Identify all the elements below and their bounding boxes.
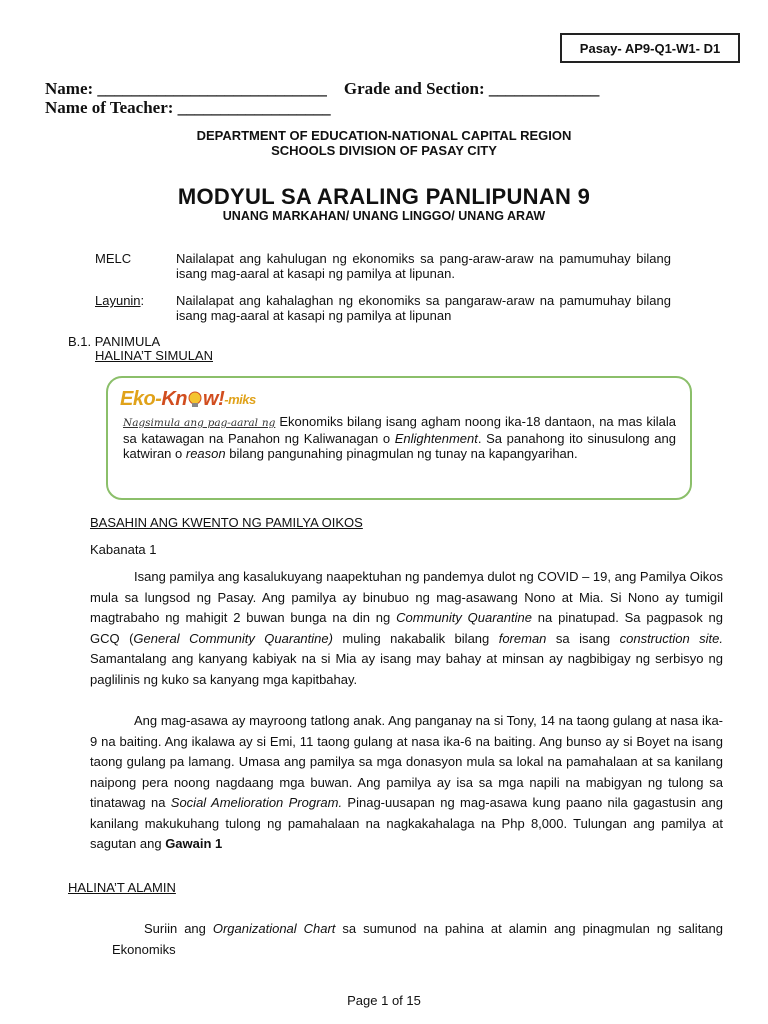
callout-handwritten: Nagsimula ang pag-aaral ng <box>123 417 276 429</box>
module-subtitle: UNANG MARKAHAN/ UNANG LINGGO/ UNANG ARAW <box>222 209 546 223</box>
layunin-text: Nailalapat ang kahalaghan ng ekonomiks sa pangaraw-araw na pamumuhay bilang isang mag-aaral at kasapi ng pamilya at lipunan <box>176 293 671 323</box>
p1-gcq: General Community Quarantine) <box>133 630 333 646</box>
callout-text-2: . Sa panahong ito sinusulong ang katwiran o <box>123 431 676 461</box>
halinat-simulan-heading: HALINA’T SIMULAN <box>95 348 213 363</box>
grade-section-field-label: Grade and Section: _____________ <box>343 79 600 98</box>
p1-part-c: muling nakabalik bilang <box>332 630 499 646</box>
name-field-label: Name: ___________________________ <box>45 79 327 98</box>
story-paragraph-2 <box>90 711 723 855</box>
p1-part-b: na pinatupad. Sa pagpasok ng GCQ ( <box>90 610 724 646</box>
story-paragraph-1 <box>90 567 723 690</box>
logo-eko: Eko- <box>120 387 162 410</box>
alamin-org-chart: Organizational Chart <box>212 921 336 936</box>
p1-part-d: sa isang <box>546 630 620 646</box>
lightbulb-icon <box>188 391 202 407</box>
callout-text-3: bilang pangunahing pinagmulan ng tunay na kapangyarihan. <box>225 446 578 461</box>
story-heading: BASAHIN ANG KWENTO NG PAMILYA OIKOS <box>90 515 363 530</box>
layunin-label: Layunin <box>95 293 141 308</box>
halinat-alamin-heading: HALINA’T ALAMIN <box>68 880 176 895</box>
teacher-line <box>45 98 331 118</box>
logo-know-b: w! <box>203 387 225 410</box>
p1-part-a: Isang pamilya ang kasalukuyang naapektuhan ng pandemya dulot ng COVID – 19, ang Pamilya Oikos mula sa lungsod ng Pasay. Ang pamilya ay binubuo ng mag-asawang Nono at Mia. Si Nono ay tumigil magtrabaho ng mahigit 2 buwan bunga na din ng <box>90 569 723 625</box>
alamin-part-a: Suriin ang <box>144 921 213 936</box>
callout-reason: reason <box>185 446 226 461</box>
p1-part-e: Samantalang ang kanyang kabiyak na si Mia ay isang may bahay at minsan ay nagbibigay ng serbisyo ng paglilinis ng kuko sa kanyang mga kapitbahay. <box>90 651 723 687</box>
document-code: Pasay- AP9-Q1-W1- D1 <box>579 40 721 56</box>
logo-know-a: Kn <box>161 387 188 410</box>
eko-know-miks-logo <box>120 386 256 412</box>
callout-text-1: Ekonomiks bilang isang agham noong ika-18 dantaon, na mas kilala sa katawagan na Panahon ng Kaliwanagan o <box>123 414 676 446</box>
p1-construction-site: construction site. <box>619 630 723 646</box>
melc-label: MELC <box>95 251 132 266</box>
melc-text: Nailalapat ang kahulugan ng ekonomiks sa pang-araw-araw na pamumuhay bilang isang mag-aaral at kasapi ng pamilya at lipunan. <box>176 251 671 281</box>
alamin-paragraph <box>112 919 723 960</box>
alamin-part-b: sa sumunod na pahina at alamin ang pinagmulan ng salitang Ekonomiks <box>112 921 723 957</box>
page-number: Page 1 of 15 <box>347 993 421 1008</box>
chapter-label: Kabanata 1 <box>90 542 157 557</box>
layunin-colon: : <box>140 293 145 308</box>
name-line <box>45 79 599 99</box>
logo-miks: -miks <box>224 391 256 407</box>
p2-part-b: Pinag-uusapan ng mag-asawa kung paano nila gagastusin ang kanilang makukuhang tulong ng pamahalaan na nagkakahalaga na Php 8,000. Tulungan ang pamilya at sagutan ang <box>90 795 723 851</box>
p1-foreman: foreman <box>498 630 547 646</box>
teacher-field-label: Name of Teacher: __________________ <box>45 98 331 117</box>
module-title: MODYUL SA ARALING PANLIPUNAN 9 <box>177 184 591 209</box>
p1-community-quarantine: Community Quarantine <box>396 610 532 625</box>
p2-gawain-1: Gawain 1 <box>165 836 223 851</box>
schools-division: SCHOOLS DIVISION OF PASAY CITY <box>271 143 497 158</box>
callout-text <box>123 414 676 461</box>
deped-region: DEPARTMENT OF EDUCATION-NATIONAL CAPITAL REGION <box>196 128 572 143</box>
callout-enlightenment: Enlightenment <box>394 431 478 446</box>
section-b1-heading: B.1. PANIMULA <box>68 334 161 349</box>
p2-part-a: Ang mag-asawa ay mayroong tatlong anak. Ang panganay na si Tony, 14 na taong gulang at nasa ika-9 na baiting. Ang ikalawa ay si Emi, 11 taong gulang at nasa ika-6 na baiting. Ang bunso ay si Boyet na isang taong gulang pa lamang. Umasa ang pamilya sa mga donasyon mula sa lokal na pamahalaan at sa kanilang naipong pera noong nagdaang mga buwan. Ang pamilya ay isa sa mga napili na mabigyan ng tulong sa tinatawag na <box>90 713 723 810</box>
document-code-box <box>560 33 740 63</box>
p2-social-amelioration: Social Amelioration Program. <box>170 795 343 810</box>
layunin-label-wrap <box>95 293 144 308</box>
